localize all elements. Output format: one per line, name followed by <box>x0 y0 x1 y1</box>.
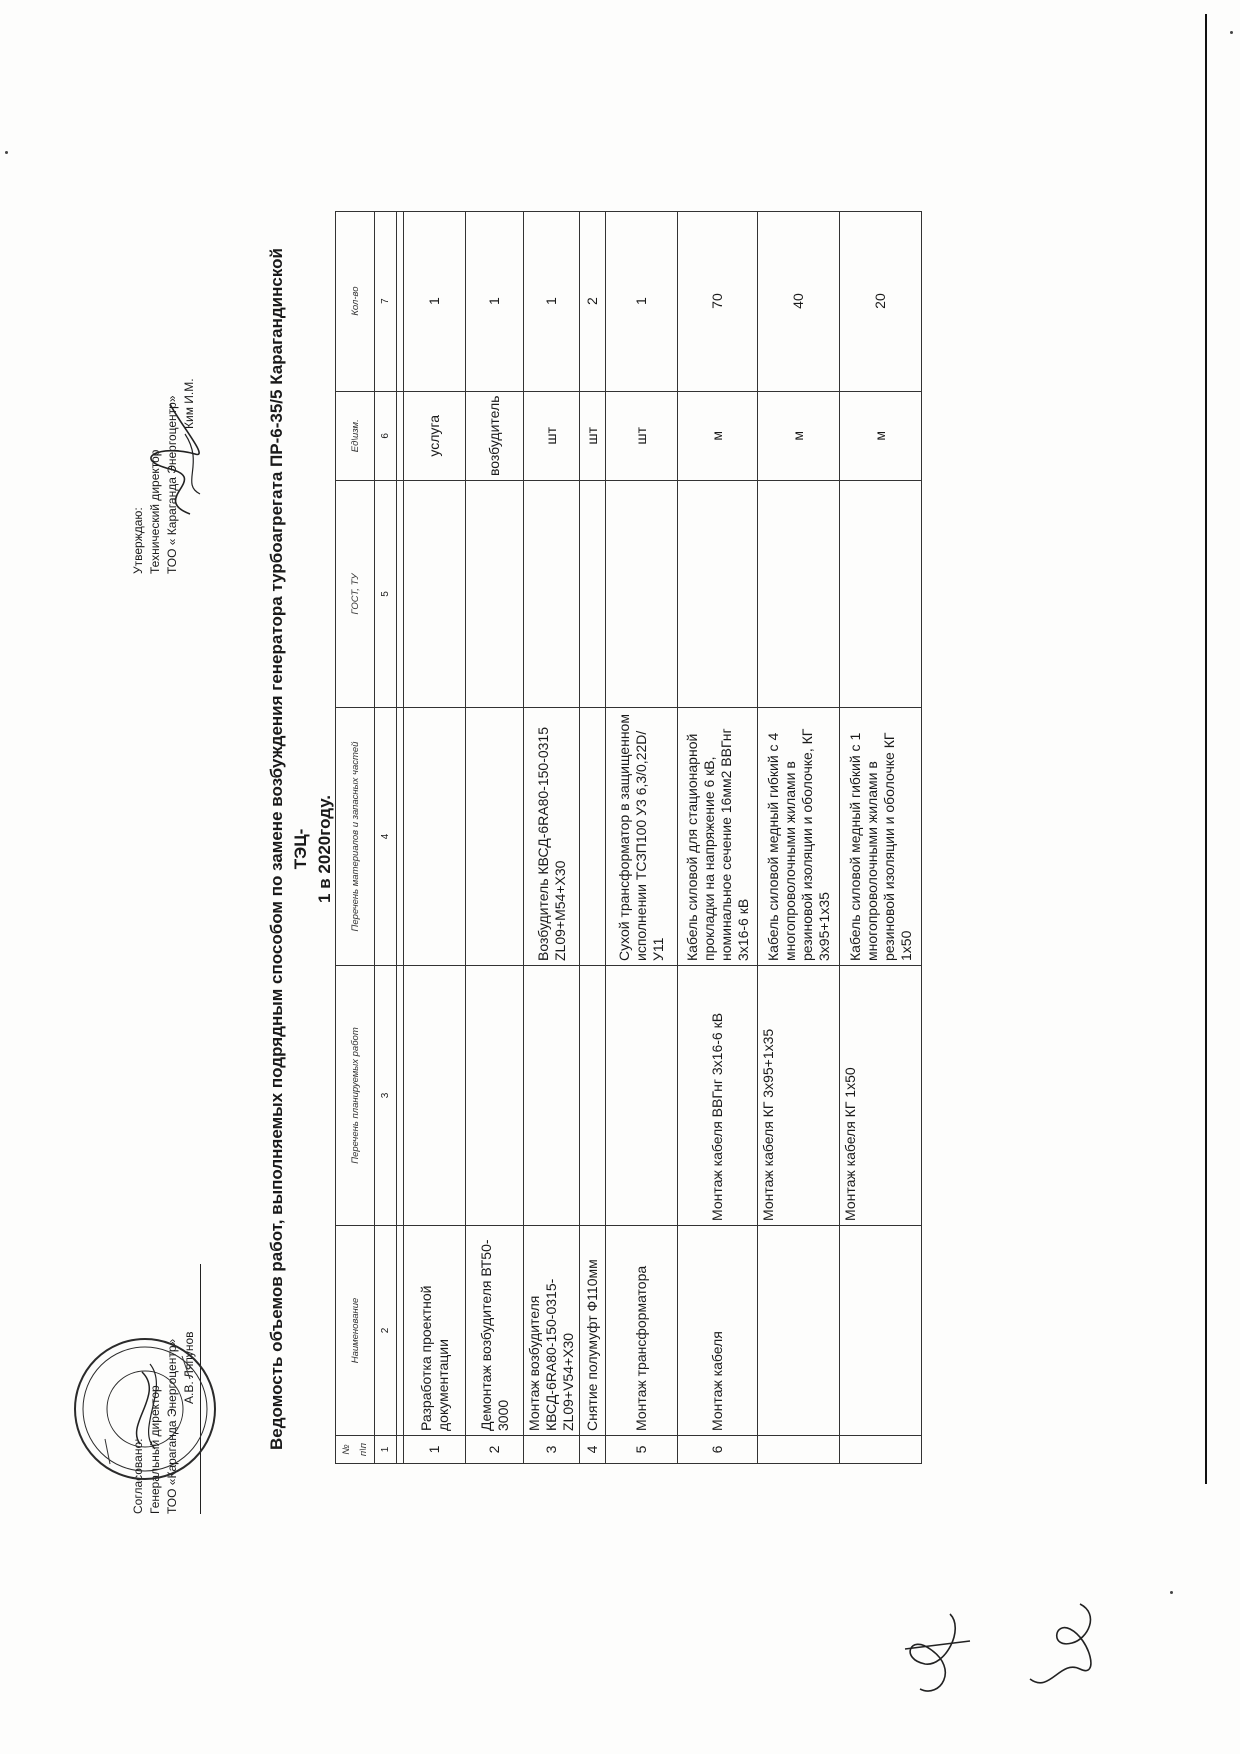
row-gost <box>404 481 466 708</box>
table-row <box>758 211 840 1463</box>
approved-org: ТОО « Караганда Энергоцентр» <box>165 395 179 574</box>
row-name: Разработка проектной документации <box>404 1226 466 1436</box>
column-number-row <box>375 211 397 1463</box>
row-unit: м <box>758 391 840 480</box>
approved-position: Технический директор <box>148 449 162 574</box>
table-row <box>606 211 678 1463</box>
col-number: 7 <box>375 211 397 391</box>
col-number: 4 <box>375 708 397 966</box>
row-unit: шт <box>606 391 678 480</box>
row-qty: 1 <box>606 211 678 391</box>
row-gost <box>580 481 606 708</box>
col-number: 2 <box>375 1226 397 1436</box>
agreed-name: А.В. Ляпунов <box>182 1331 196 1404</box>
row-unit: м <box>678 391 758 480</box>
header-gost: ГОСТ, ТУ <box>336 481 375 708</box>
row-num: 4 <box>580 1436 606 1464</box>
scan-speck <box>1230 31 1233 34</box>
row-unit: м <box>840 391 922 480</box>
header-materials: Перечень материалов и запасных частей <box>336 708 375 966</box>
scan-speck <box>1170 1591 1173 1594</box>
row-num: 3 <box>524 1436 580 1464</box>
col-number: 5 <box>375 481 397 708</box>
title-line-1: Ведомость объемов работ, выполняемых подрядным способом по замене возбуждения генератора турбоагрегата ПР-6-35/5 Карагандинской ТЭЦ- <box>267 248 310 1450</box>
header-qty: Кол-во <box>336 211 375 391</box>
row-unit: возбудитель <box>466 391 524 480</box>
row-qty: 1 <box>404 211 466 391</box>
row-num: 2 <box>466 1436 524 1464</box>
header-works: Перечень планируемых работ <box>336 966 375 1226</box>
table-header-row <box>336 211 375 1463</box>
header-name: Наименование <box>336 1226 375 1436</box>
row-num: 6 <box>678 1436 758 1464</box>
table-row <box>404 211 466 1463</box>
row-num: 1 <box>404 1436 466 1464</box>
row-qty: 2 <box>580 211 606 391</box>
seal-stamp <box>70 1334 220 1484</box>
agreed-org: ТОО «Караганда Энергоцентр» <box>165 1338 179 1514</box>
approved-name: Ким И.М. <box>182 378 196 429</box>
row-materials: Кабель силовой медный гибкий с 1 многопроволочными жилами в резиновой изоляции и оболочке КГ 1х50 <box>840 708 922 966</box>
row-materials <box>580 708 606 966</box>
row-unit: шт <box>580 391 606 480</box>
row-qty: 70 <box>678 211 758 391</box>
agreed-position: Генеральный директор <box>148 1385 162 1514</box>
row-materials <box>404 708 466 966</box>
row-num: 5 <box>606 1436 678 1464</box>
row-name <box>758 1226 840 1436</box>
agreed-label: Согласовано: <box>131 1438 145 1514</box>
row-works <box>606 966 678 1226</box>
row-works <box>466 966 524 1226</box>
col-number: 6 <box>375 391 397 480</box>
header-num: № п\п <box>336 1436 375 1464</box>
row-gost <box>524 481 580 708</box>
row-qty: 1 <box>466 211 524 391</box>
table-row <box>678 211 758 1463</box>
table-row <box>466 211 524 1463</box>
row-qty: 20 <box>840 211 922 391</box>
row-works <box>524 966 580 1226</box>
row-gost <box>606 481 678 708</box>
row-materials: Возбудитель КВСД-6RA80-150-0315 ZL09+M54+X30 <box>524 708 580 966</box>
col-number: 1 <box>375 1436 397 1464</box>
row-materials: Сухой трансформатор в защищенном исполнении ТСЗП100 У3 6,3/0,22D/У11 <box>606 708 678 966</box>
row-name: Монтаж кабеля <box>678 1226 758 1436</box>
row-materials <box>466 708 524 966</box>
row-name: Снятие полумуфт Ф110мм <box>580 1226 606 1436</box>
row-name: Демонтаж возбудителя ВТ50-3000 <box>466 1226 524 1436</box>
row-gost <box>678 481 758 708</box>
approved-signature <box>140 384 220 524</box>
row-gost <box>466 481 524 708</box>
row-unit: услуга <box>404 391 466 480</box>
table-row <box>840 211 922 1463</box>
handwritten-initials-1 <box>890 1599 980 1709</box>
table-row <box>524 211 580 1463</box>
row-works: Монтаж кабеля КГ 1х50 <box>840 966 922 1226</box>
header-unit: Ед\изм. <box>336 391 375 480</box>
row-name: Монтаж трансформатора <box>606 1226 678 1436</box>
row-works <box>580 966 606 1226</box>
row-name <box>840 1226 922 1436</box>
row-num <box>840 1436 922 1464</box>
row-materials: Кабель силовой медный гибкий с 4 многопроволочными жилами в резиновой изоляции и оболочке, КГ 3х95+1х35 <box>758 708 840 966</box>
works-table <box>335 211 922 1464</box>
row-gost <box>758 481 840 708</box>
row-name: Монтаж возбудителя КВСД-6RA80-150-0315-ZL09+V54+X30 <box>524 1226 580 1436</box>
handwritten-initials-2 <box>1010 1589 1120 1709</box>
row-works: Монтаж кабеля ВВГнг 3х16-6 кВ <box>678 966 758 1226</box>
title-line-2: 1 в 2020году. <box>315 795 334 903</box>
row-gost <box>840 481 922 708</box>
approved-label: Утверждаю: <box>131 507 145 574</box>
row-qty: 1 <box>524 211 580 391</box>
row-works: Монтаж кабеля КГ 3х95+1х35 <box>758 966 840 1226</box>
row-unit: шт <box>524 391 580 480</box>
row-qty: 40 <box>758 211 840 391</box>
row-num <box>758 1436 840 1464</box>
scan-speck <box>5 151 8 154</box>
document-title <box>265 229 337 1469</box>
col-number: 3 <box>375 966 397 1226</box>
row-works <box>404 966 466 1226</box>
spacer-row <box>397 211 404 1463</box>
bottom-rule <box>1205 14 1207 1484</box>
table-row <box>580 211 606 1463</box>
row-materials: Кабель силовой для стационарной прокладки на напряжение 6 кВ, номинальное сечение 16мм2 ВВГнг 3х16-6 кВ <box>678 708 758 966</box>
